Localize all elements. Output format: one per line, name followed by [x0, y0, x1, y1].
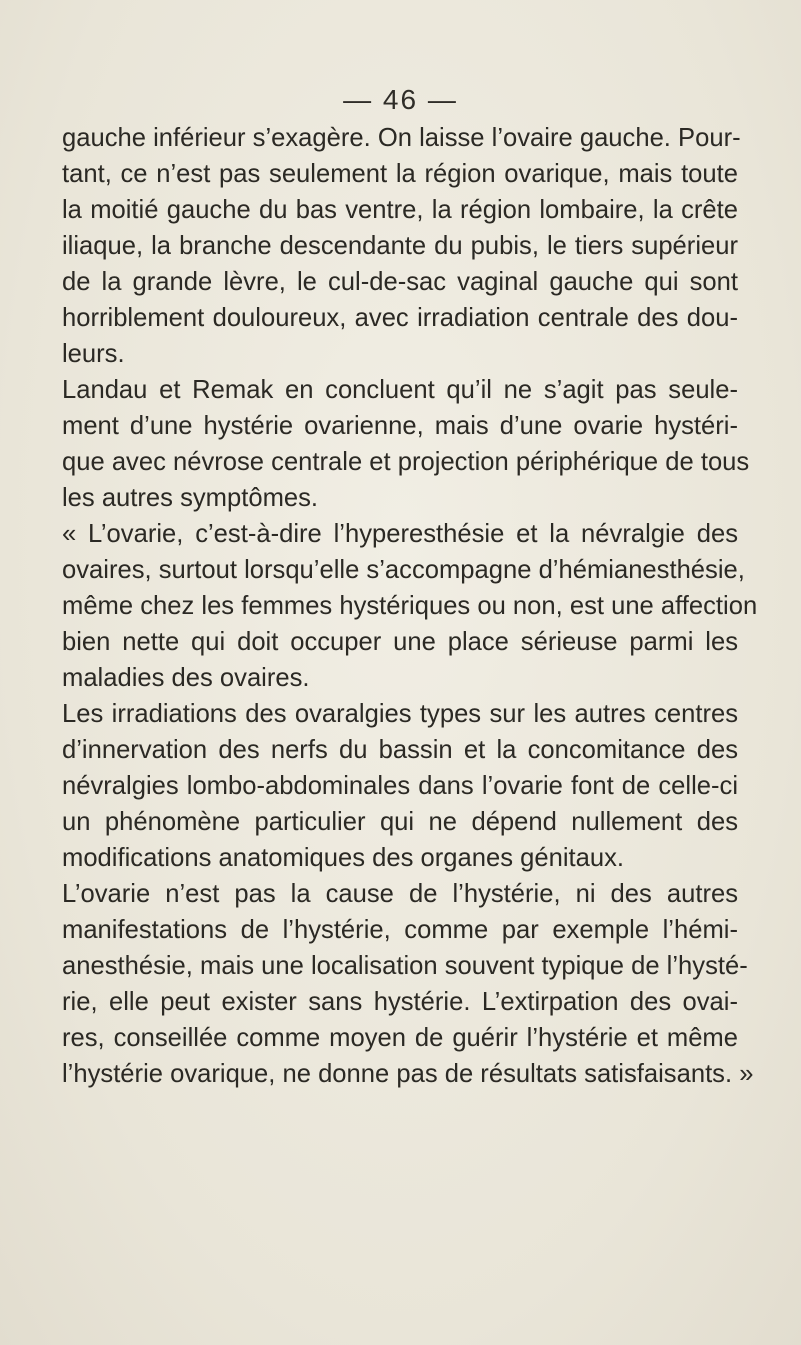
text-line: les autres symptômes.	[62, 484, 319, 512]
text-line: maladies des ovaires.	[62, 664, 310, 692]
text-line: manifestations de l’hystérie, comme par exemple l’hémi-	[62, 916, 738, 944]
text-line: « L’ovarie, c’est-à-dire l’hyperesthésie et la névralgie des	[62, 520, 738, 548]
text-line: ovaires, surtout lorsqu’elle s’accompagne d’hémianesthésie,	[62, 556, 745, 584]
text-line: Landau et Remak en concluent qu’il ne s’agit pas seule-	[62, 376, 738, 404]
text-line: la moitié gauche du bas ventre, la région lombaire, la crête	[62, 196, 738, 224]
text-line: d’innervation des nerfs du bassin et la concomitance des	[62, 736, 738, 764]
text-line: horriblement douloureux, avec irradiation centrale des dou-	[62, 304, 738, 332]
text-line: même chez les femmes hystériques ou non, est une affection	[62, 592, 758, 620]
text-line: leurs.	[62, 340, 125, 368]
text-line: que avec névrose centrale et projection périphérique de tous	[62, 448, 750, 476]
text-line: un phénomène particulier qui ne dépend nullement des	[62, 808, 738, 836]
text-line: iliaque, la branche descendante du pubis, le tiers supérieur	[62, 232, 738, 260]
text-line: ment d’une hystérie ovarienne, mais d’une ovarie hystéri-	[62, 412, 738, 440]
text-line: Les irradiations des ovaralgies types sur les autres centres	[62, 700, 738, 728]
text-line: l’hystérie ovarique, ne donne pas de résultats satisfaisants. »	[62, 1060, 754, 1088]
text-line: tant, ce n’est pas seulement la région ovarique, mais toute	[62, 160, 738, 188]
text-line: névralgies lombo-abdominales dans l’ovarie font de celle-ci	[62, 772, 738, 800]
text-line: bien nette qui doit occuper une place sérieuse parmi les	[62, 628, 738, 656]
text-line: L’ovarie n’est pas la cause de l’hystérie, ni des autres	[62, 880, 738, 908]
text-line: modifications anatomiques des organes génitaux.	[62, 844, 624, 872]
text-line: rie, elle peut exister sans hystérie. L’extirpation des ovai-	[62, 988, 738, 1016]
page-number: — 46 —	[343, 84, 458, 115]
text-line: de la grande lèvre, le cul-de-sac vaginal gauche qui sont	[62, 268, 738, 296]
body-text	[62, 120, 758, 1092]
text-line: gauche inférieur s’exagère. On laisse l’ovaire gauche. Pour-	[62, 124, 741, 152]
text-line: res, conseillée comme moyen de guérir l’hystérie et même	[62, 1024, 738, 1052]
text-line: anesthésie, mais une localisation souvent typique de l’hysté-	[62, 952, 748, 980]
